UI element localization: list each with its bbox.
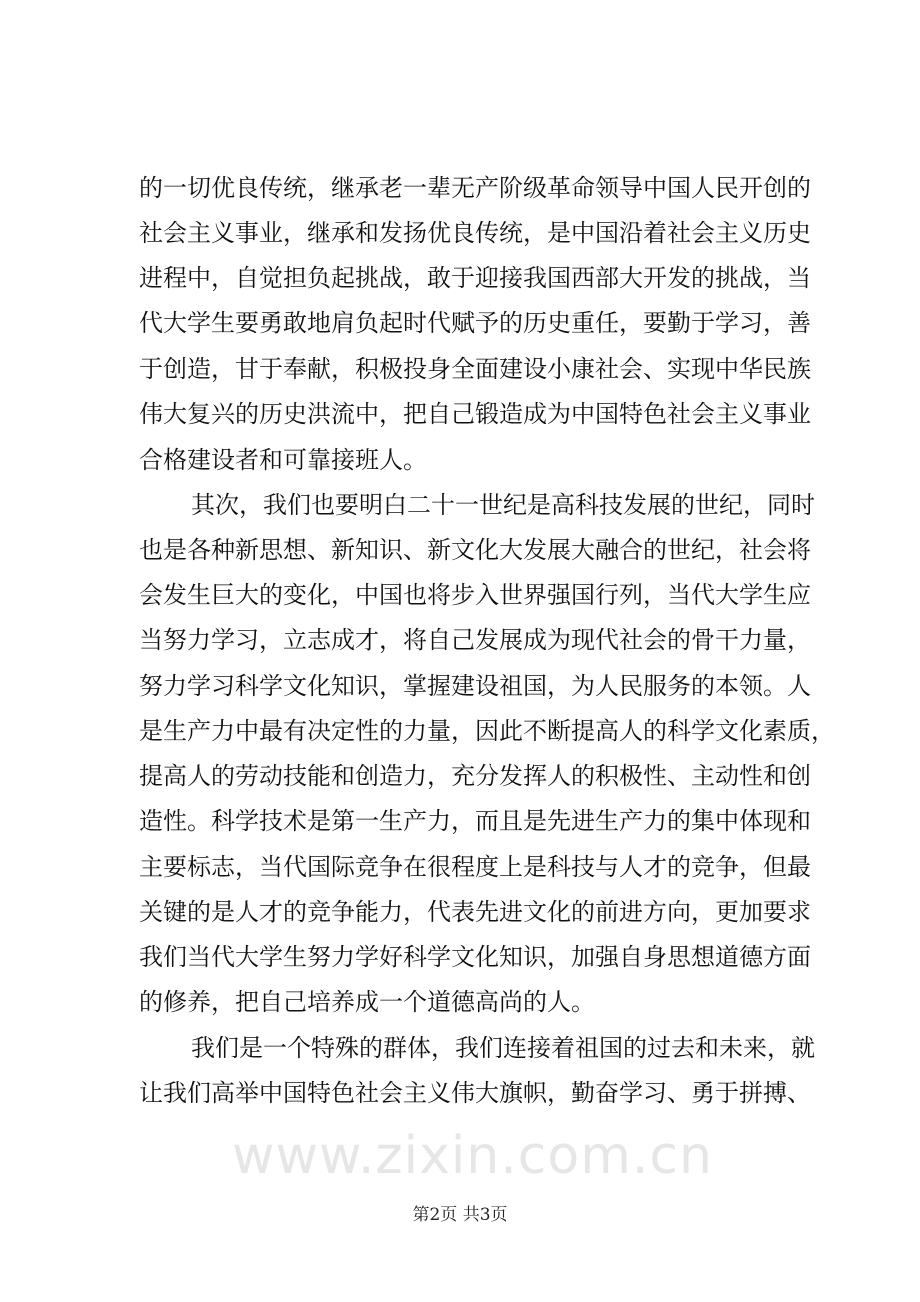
- paragraph-start-line: 我们是一个特殊的群体，我们连接着祖国的过去和未来，就: [191, 1034, 815, 1062]
- page-number-footer: 第2页 共3页: [412, 1205, 508, 1225]
- text-line: 主要标志，当代国际竞争在很程度上是科技与人才的竞争，但最: [139, 853, 811, 881]
- text-line: 社会主义事业，继承和发扬优良传统，是中国沿着社会主义历史: [139, 219, 811, 247]
- text-line: 的修养，把自己培养成一个道德高尚的人。: [139, 988, 595, 1016]
- text-line: 提高人的劳动技能和创造力，充分发挥人的积极性、主动性和创: [139, 762, 811, 790]
- text-line: 关键的是人才的竞争能力，代表先进文化的前进方向，更加要求: [139, 898, 811, 926]
- text-line: 于创造，甘于奉献，积极投身全面建设小康社会、实现中华民族: [139, 355, 811, 383]
- watermark: www.zixin.com.cn: [232, 1126, 713, 1186]
- text-line: 也是各种新思想、新知识、新文化大发展大融合的世纪，社会将: [139, 536, 811, 564]
- text-line: 进程中，自觉担负起挑战，敢于迎接我国西部大开发的挑战，当: [139, 264, 811, 292]
- paragraph-start-line: 其次，我们也要明白二十一世纪是高科技发展的世纪，同时: [191, 491, 815, 519]
- text-line: 当努力学习，立志成才，将自己发展成为现代社会的骨干力量，: [139, 626, 811, 654]
- text-line: 造性。科学技术是第一生产力，而且是先进生产力的集中体现和: [139, 807, 811, 835]
- text-line: 伟大复兴的历史洪流中，把自己锻造成为中国特色社会主义事业: [139, 400, 811, 428]
- text-line: 是生产力中最有决定性的力量，因此不断提高人的科学文化素质，: [139, 717, 835, 745]
- text-line: 让我们高举中国特色社会主义伟大旗帜，勤奋学习、勇于拼搏、: [139, 1079, 811, 1107]
- text-line: 代大学生要勇敢地肩负起时代赋予的历史重任，要勤于学习，善: [139, 309, 811, 337]
- text-line: 的一切优良传统，继承老一辈无产阶级革命领导中国人民开创的: [139, 174, 811, 202]
- text-line: 合格建设者和可靠接班人。: [139, 446, 427, 474]
- text-line: 我们当代大学生努力学好科学文化知识，加强自身思想道德方面: [139, 943, 811, 971]
- text-line: 会发生巨大的变化，中国也将步入世界强国行列，当代大学生应: [139, 581, 811, 609]
- text-line: 努力学习科学文化知识，掌握建设祖国，为人民服务的本领。人: [139, 672, 811, 700]
